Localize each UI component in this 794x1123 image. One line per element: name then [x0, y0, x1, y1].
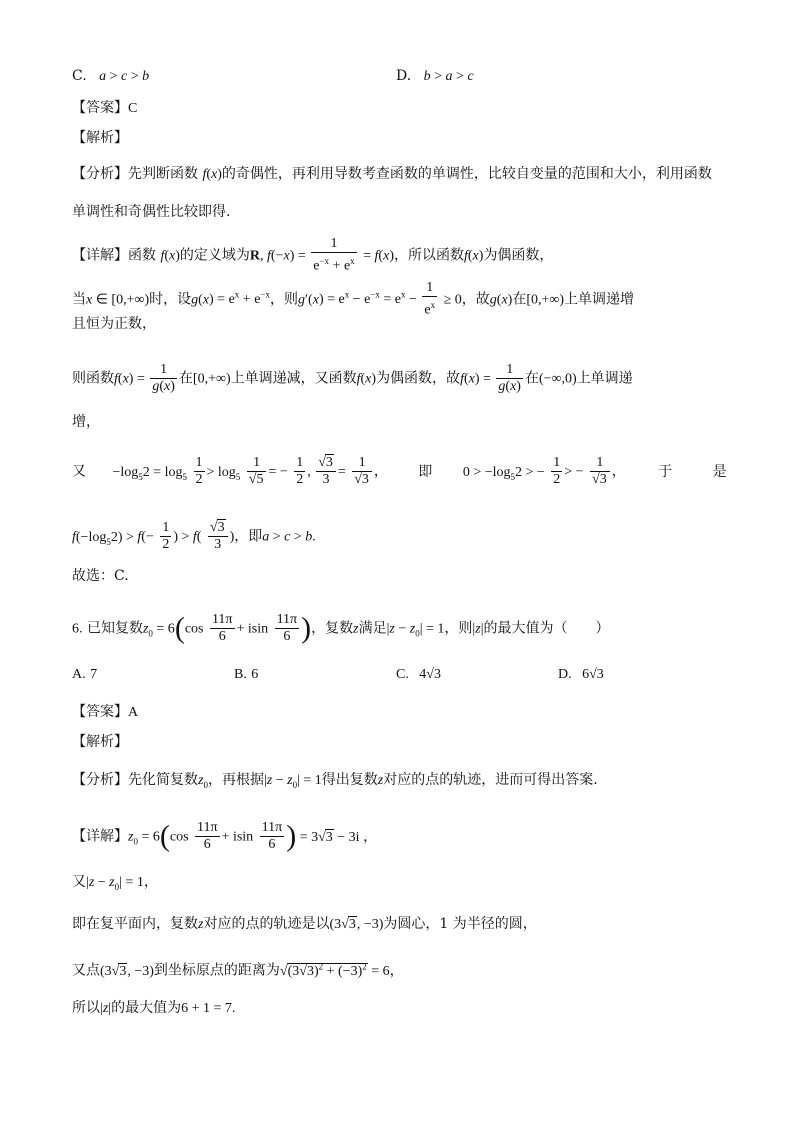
option-label: B.	[234, 667, 247, 682]
text: 增，	[72, 414, 100, 430]
answer-6	[72, 702, 138, 723]
question-number: 6.	[72, 621, 83, 637]
detail-6-line3: 即在复平面内，复数z对应的点的轨迹是以(3√3, −3)为圆心，1 为半径的圆，	[72, 916, 537, 932]
fenxi-tag: 【分析】	[72, 772, 128, 788]
analysis-tag-6	[72, 732, 128, 752]
text: 又	[72, 463, 86, 480]
text: 当	[72, 291, 86, 308]
text: 又	[72, 874, 86, 890]
text: ，复数	[311, 620, 354, 637]
text: 是	[712, 463, 727, 480]
detail-6-line1: 【详解】$z_0 = 6(\cos$ $\frac{11\pi}{6}$ + isin $\frac{11\pi}{6}$ ) = 3√3 − 3i ，	[72, 819, 378, 853]
text: 先判断函数	[128, 166, 198, 182]
answer-tag: 【答案】	[72, 704, 128, 720]
text: ，即	[234, 528, 263, 545]
q6-option-b	[234, 664, 258, 685]
text: 对应的点的轨迹是以	[203, 916, 330, 932]
answer-5	[72, 98, 137, 119]
text: 在	[178, 370, 193, 387]
fenxi-5-line2	[72, 202, 230, 222]
text: 于	[658, 463, 673, 480]
text: 上单调递	[576, 370, 633, 387]
text: ，则	[444, 620, 473, 637]
option-value: 7	[90, 667, 98, 682]
q6-option-c	[396, 664, 441, 685]
text: 在	[512, 291, 527, 308]
option-value: 6	[251, 667, 259, 682]
text: 为偶函数，故	[376, 370, 461, 387]
analysis-tag-5	[72, 128, 128, 148]
text: 的最大值为	[111, 1000, 182, 1016]
text: 的定义域为	[179, 247, 250, 264]
text: 上单调递增	[564, 291, 635, 308]
text: 到坐标原点的距离为	[153, 962, 280, 979]
text: ，故	[461, 291, 490, 308]
text: 为圆心，1 为半径的圆，	[383, 916, 537, 932]
detail-5-line4: 则函数f(x) = $\frac{1}{g(x)}$ 在[0,+∞)上单调递减，又函数f(x)为偶函数，故f(x) = $\frac{1}{g(x)}$ 在(−∞,0)上单调递	[72, 362, 633, 394]
option-label: D.	[396, 68, 412, 84]
option-label: C.	[396, 667, 409, 682]
text: 所以	[72, 1000, 100, 1016]
prev-option-d: D. b > a > c	[396, 68, 474, 84]
analysis-label: 【解析】	[72, 130, 128, 146]
text: 又点	[72, 962, 100, 979]
text: 得出复数	[321, 772, 378, 788]
question-6: 6. 已知复数$z_0 = 6(\cos$ $\frac{11\pi}{6}$ + isin $\frac{11\pi}{6}$ )，复数z满足$|z - z_0| = 1$，则|z|的最大值为（ ）	[72, 611, 610, 645]
option-value: 4√3	[419, 667, 441, 682]
analysis-label: 【解析】	[72, 734, 128, 750]
detail-5-conclusion	[72, 566, 129, 586]
text: 为偶函数，	[483, 247, 554, 264]
text: 时，设	[149, 291, 192, 308]
option-label: A.	[72, 667, 86, 682]
text: 单调性和奇偶性比较即得.	[72, 204, 231, 220]
text: 函数	[128, 247, 156, 264]
text: ，再根据	[207, 772, 264, 788]
q6-option-d	[558, 664, 604, 685]
text: 对应的点的轨迹，进而可得出答案.	[383, 772, 598, 788]
text: 上单调递减，又函数	[230, 370, 357, 387]
text: 的奇偶性，再利用导数考查函数的单调性，比较自变量的范围和大小，利用函数	[221, 166, 712, 182]
detail-5-line7: $f(-\log_52) > f(-$ $\frac{1}{2}$ ) > f( $\frac{√3}{3}$ )，即a > c > b.	[72, 520, 316, 552]
fenxi-6: 【分析】先化简复数$z_0$，再根据$|z - z_0| = 1$得出复数z对应的点的轨迹，进而可得出答案.	[72, 772, 598, 790]
text: 即	[418, 463, 433, 480]
answer-tag: 【答案】	[72, 100, 128, 116]
detail-5-line3	[72, 314, 156, 334]
detail-6-line5: 所以|z|的最大值为6 + 1 = 7.	[72, 1000, 236, 1016]
text: 先化简复数	[128, 772, 198, 788]
detail-5-line2: 当x ∈ [0,+∞)时，设$g(x) = e^x + e^{-x}$，则$g'(x) = e^x - e^{-x} = e^x$ − $\frac{1}{e^x}$ ≥ 0，故g(x)在[0,+∞)上单调递增	[72, 280, 635, 318]
text: 故选：C.	[72, 568, 129, 584]
detail-5-line1: 【详解】函数 f(x)的定义域为R, f(−x) = $\frac{1}{e^{-x} + e^x}$ = f(x)，所以函数f(x)为偶函数，	[72, 236, 554, 274]
text: 满足	[358, 620, 387, 637]
text: ，所以函数	[393, 247, 464, 264]
fenxi-5-line1: 【分析】先判断函数 f(x)的奇偶性，再利用导数考查函数的单调性，比较自变量的范围和大小，利用函数	[72, 166, 712, 182]
text: 的最大值为（ ）	[483, 620, 610, 637]
q6-option-a	[72, 664, 97, 685]
text: 则函数	[72, 370, 114, 387]
fenxi-tag: 【分析】	[72, 166, 128, 182]
text: 且恒为正数，	[72, 316, 156, 332]
prev-option-c: C. a > c > b	[72, 68, 150, 84]
detail-6-line2: 又$|z - z_0| = 1$，	[72, 874, 158, 892]
detail-5-line5	[72, 412, 100, 432]
answer-value: C	[128, 101, 138, 116]
text: ，则	[269, 291, 298, 308]
option-label: D.	[558, 667, 572, 682]
text: 即在复平面内，复数	[72, 916, 198, 932]
answer-value: A	[128, 705, 139, 720]
xiangjie-tag: 【详解】	[72, 828, 128, 845]
text: 已知复数	[86, 620, 143, 637]
text: 在	[524, 370, 539, 387]
detail-5-line6: 又 $-\log_52 = \log_5$ $\frac{1}{2}$ > $\log_5$ $\frac{1}{√5}$ = − $\frac{1}{2}$ , $\frac{√3}{3}$ = $\frac{1}{√3}$ ， 即 $0 > -\log_52$ > − $\frac{1}{2}$ > − $\frac{1}{√3}$ ， 于 是	[72, 455, 727, 487]
option-value: 6√3	[582, 667, 604, 682]
detail-6-line4: 又点(3√3, −3)到坐标原点的距离为$√(3√3)^2 + (-3)^2 = 6$，	[72, 961, 404, 979]
xiangjie-tag: 【详解】	[72, 247, 128, 264]
option-label: C.	[72, 68, 87, 84]
